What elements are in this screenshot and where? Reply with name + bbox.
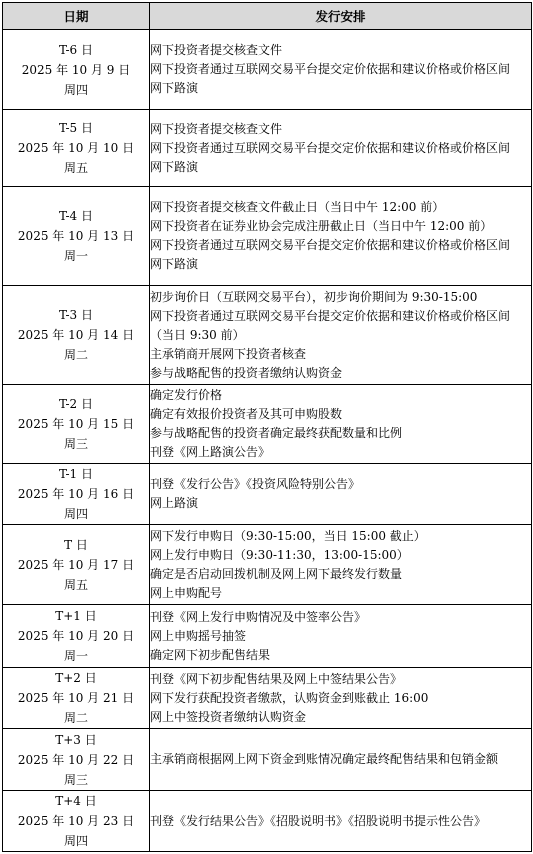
date-column-header: 日期 (3, 3, 150, 30)
arrangement-cell (150, 668, 532, 729)
weekday-label: 周三 (63, 437, 88, 451)
date-cell (3, 605, 150, 668)
day-label: T+3 日 (55, 732, 97, 747)
weekday-label: 周三 (63, 772, 88, 787)
arrangement-cell (150, 187, 532, 286)
arrangement-item: 网下投资者提交核查文件 (150, 43, 283, 57)
arrangement-item: 网上路演 (150, 496, 199, 510)
day-label: T+1 日 (55, 609, 97, 623)
arrangement-item: 主承销商开展网下投资者核查 (150, 346, 307, 361)
weekday-label: 周二 (63, 711, 88, 725)
arrangement-cell (150, 30, 532, 110)
calendar-date: 2025 年 10 月 14 日 (17, 328, 135, 342)
arrangement-item: 主承销商根据网上网下资金到账情况确定最终配售结果和包销金额 (150, 752, 499, 766)
arrangement-item: 刊登《发行公告》《投资风险特别公告》 (150, 477, 361, 491)
table-row (3, 385, 532, 464)
arrangement-item: 网上中签投资者缴纳认购资金 (150, 709, 307, 724)
date-cell (3, 464, 150, 525)
arrangement-item: 确定发行价格 (150, 388, 223, 402)
arrangement-item: 刊登《网上路演公告》 (150, 445, 271, 459)
arrangement-item: 网上申购配号 (150, 585, 223, 600)
arrangement-item: 刊登《网下初步配售结果及网上中签结果公告》 (150, 671, 403, 686)
table-row (3, 187, 532, 286)
day-label: T+4 日 (55, 794, 97, 808)
arrangement-item: 确定网下初步配售结果 (150, 647, 271, 662)
date-cell (3, 187, 150, 286)
arrangement-item: 刊登《发行结果公告》《招股说明书》《招股说明书提示性公告》 (150, 813, 487, 828)
arrangement-cell (150, 385, 532, 464)
day-label: T-4 日 (59, 209, 93, 223)
arrangement-cell (150, 464, 532, 525)
arrangement-item: 网下投资者提交核查文件截止日（当日中午 12:00 前） (150, 200, 445, 214)
day-label: T-2 日 (59, 397, 93, 411)
calendar-date: 2025 年 10 月 9 日 (21, 62, 131, 77)
calendar-date: 2025 年 10 月 16 日 (17, 487, 135, 501)
day-label: T 日 (64, 537, 88, 552)
arrangement-item: 初步询价日（互联网交易平台），初步询价期间为 9:30-15:00 (150, 289, 478, 304)
weekday-label: 周四 (63, 82, 88, 97)
arrangement-item: 网下投资者通过互联网交易平台提交定价依据和建议价格或价格区间 (150, 140, 511, 155)
arrangement-item: 网下投资者通过互联网交易平台提交定价依据和建议价格或价格区间 (150, 62, 511, 76)
table-row (3, 729, 532, 791)
weekday-label: 周五 (63, 161, 88, 175)
date-cell (3, 110, 150, 187)
weekday-label: 周五 (63, 577, 88, 592)
arrangement-cell (150, 110, 532, 187)
table-row (3, 605, 532, 668)
arrangement-item: 网下投资者通过互联网交易平台提交定价依据和建议价格或价格区间 (150, 238, 511, 252)
issuance-schedule-table (2, 2, 532, 852)
calendar-date: 2025 年 10 月 13 日 (17, 229, 135, 243)
day-label: T+2 日 (55, 671, 97, 685)
calendar-date: 2025 年 10 月 22 日 (17, 752, 135, 767)
arrangement-item: 网下路演 (150, 257, 199, 271)
arrangement-item: 网下投资者提交核查文件 (150, 121, 283, 136)
day-label: T-5 日 (59, 121, 93, 135)
arrangement-cell (150, 729, 532, 791)
arrangement-item: 网上发行申购日（9:30-11:30，13:00-15:00） (150, 547, 409, 562)
arrangement-item: 网上申购摇号抽签 (150, 628, 247, 643)
table-header-row (3, 3, 532, 30)
arrangement-cell (150, 525, 532, 605)
date-cell (3, 729, 150, 791)
weekday-label: 周四 (63, 834, 88, 848)
date-cell (3, 385, 150, 464)
calendar-date: 2025 年 10 月 23 日 (17, 814, 135, 828)
weekday-label: 周四 (63, 507, 88, 521)
table-row (3, 30, 532, 110)
table-row (3, 525, 532, 605)
table-row (3, 286, 532, 385)
date-cell (3, 791, 150, 852)
schedule-rows (3, 30, 532, 852)
arrangement-item: 确定是否启动回拨机制及网上网下最终发行数量 (150, 566, 403, 581)
date-cell (3, 286, 150, 385)
arrangement-item: 网下投资者在证券业协会完成注册截止日（当日中午 12:00 前） (150, 219, 493, 233)
calendar-date: 2025 年 10 月 15 日 (17, 417, 135, 431)
arrangement-item: 参与战略配售的投资者确定最终获配数量和比例 (150, 426, 403, 440)
arrangement-item: 网下发行获配投资者缴款，认购资金到账截止 16:00 (150, 690, 429, 705)
table-row (3, 464, 532, 525)
calendar-date: 2025 年 10 月 17 日 (17, 557, 135, 572)
table-row (3, 110, 532, 187)
calendar-date: 2025 年 10 月 21 日 (17, 691, 135, 705)
day-label: T-1 日 (59, 467, 93, 481)
arrangement-item: 刊登《网上发行申购情况及中签率公告》 (150, 609, 367, 624)
calendar-date: 2025 年 10 月 10 日 (17, 141, 135, 155)
arrangement-cell (150, 605, 532, 668)
date-cell (3, 668, 150, 729)
arrangement-item: 网下路演 (150, 159, 199, 174)
arrangement-cell (150, 286, 532, 385)
arrangement-item: 网下路演 (150, 81, 199, 95)
arrangement-item: 网下发行申购日（9:30-15:00，当日 15:00 截止） (150, 528, 426, 543)
weekday-label: 周一 (63, 649, 88, 663)
weekday-label: 周二 (63, 348, 88, 362)
date-cell (3, 525, 150, 605)
arrangement-item: 参与战略配售的投资者缴纳认购资金 (150, 365, 343, 380)
day-label: T-6 日 (59, 42, 93, 57)
weekday-label: 周一 (63, 249, 88, 263)
arrangement-item: 确定有效报价投资者及其可申购股数 (150, 407, 343, 421)
date-cell (3, 30, 150, 110)
arrangement-cell (150, 791, 532, 852)
arrangement-item: 网下投资者通过互联网交易平台提交定价依据和建议价格或价格区间（当日 9:30 前） (150, 308, 511, 342)
table-row (3, 668, 532, 729)
table-row (3, 791, 532, 852)
day-label: T-3 日 (59, 308, 93, 322)
arrangement-column-header: 发行安排 (150, 3, 532, 30)
calendar-date: 2025 年 10 月 20 日 (17, 629, 135, 643)
